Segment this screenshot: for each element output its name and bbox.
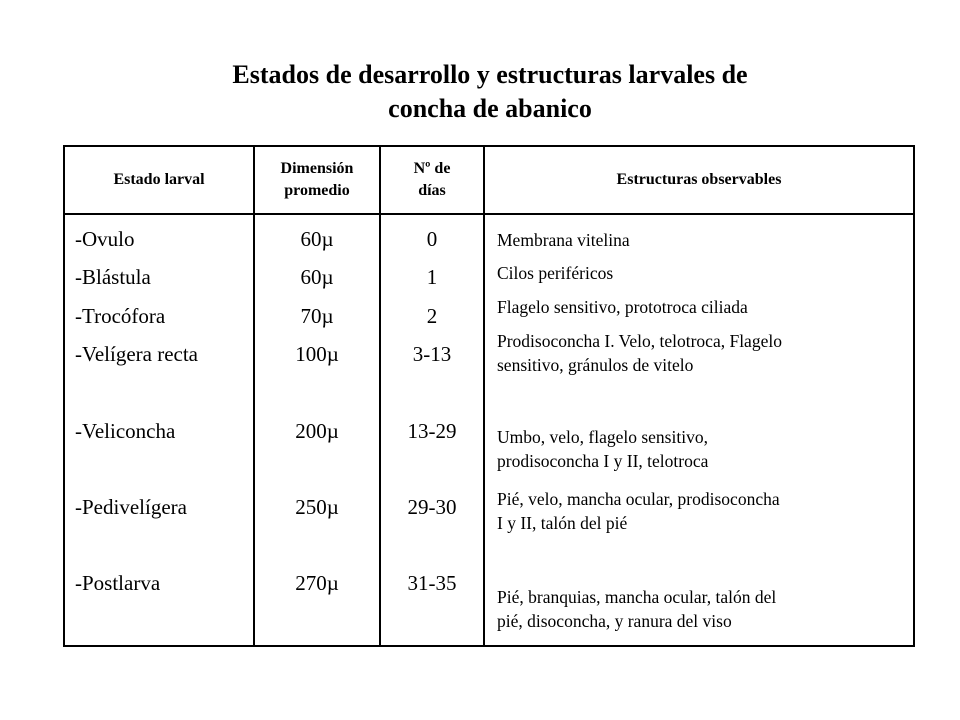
estructura-item: Cilos periféricos — [497, 263, 614, 283]
estado-column — [64, 214, 254, 646]
title-line-1: Estados de desarrollo y estructuras larvales de — [232, 60, 748, 89]
header-estructuras: Estructuras observables — [484, 146, 914, 214]
estructura-item: Flagelo sensitivo, prototroca ciliada — [497, 297, 748, 317]
dias-column — [380, 214, 484, 646]
header-dias-line-1: Nº de — [413, 160, 451, 177]
estado-item: -Pedivelígera — [75, 495, 187, 519]
table-body-row — [64, 214, 914, 646]
dias-item: 29-30 — [407, 495, 457, 519]
estructuras-column — [484, 214, 914, 646]
estructura-item: Pié, branquias, mancha ocular, talón del pié, disoconcha, y ranura del viso — [497, 587, 777, 631]
estado-item: -Velígera recta — [75, 342, 198, 366]
larval-stages-table — [63, 145, 915, 647]
dimension-item: 70µ — [300, 304, 334, 328]
estado-item: -Blástula — [75, 265, 151, 289]
header-dimension-line-1: Dimensión — [280, 160, 354, 177]
header-dimension-line-2: promedio — [284, 182, 350, 199]
dimension-item: 270µ — [295, 571, 339, 595]
dimension-item: 250µ — [295, 495, 339, 519]
estado-item: -Ovulo — [75, 227, 135, 251]
header-dias-line-2: días — [418, 182, 446, 199]
dimension-item: 60µ — [300, 265, 334, 289]
estructura-item: Umbo, velo, flagelo sensitivo, prodisoconcha I y II, telotroca — [497, 427, 709, 471]
dias-item: 2 — [426, 304, 438, 328]
dimension-item: 200µ — [295, 419, 339, 443]
estado-item: -Trocófora — [75, 304, 166, 328]
header-dimension — [254, 146, 380, 214]
header-dias — [380, 146, 484, 214]
dimension-column — [254, 214, 380, 646]
estado-item: -Postlarva — [75, 571, 161, 595]
estructura-item: Membrana vitelina — [497, 230, 630, 250]
table-header-row — [64, 146, 914, 214]
header-estado-larval: Estado larval — [64, 146, 254, 214]
dias-item: 0 — [426, 227, 438, 251]
title-line-2: concha de abanico — [388, 94, 592, 123]
dias-item: 13-29 — [407, 419, 457, 443]
dimension-item: 60µ — [300, 227, 334, 251]
estructura-item: Prodisoconcha I. Velo, telotroca, Flagelo sensitivo, gránulos de vitelo — [497, 331, 782, 375]
estado-item: -Veliconcha — [75, 419, 176, 443]
dias-item: 3-13 — [412, 342, 452, 366]
dias-item: 1 — [426, 265, 438, 289]
page-title — [140, 58, 840, 126]
dias-item: 31-35 — [407, 571, 457, 595]
dimension-item: 100µ — [295, 342, 339, 366]
estructura-item: Pié, velo, mancha ocular, prodisoconcha I y II, talón del pié — [497, 489, 780, 533]
